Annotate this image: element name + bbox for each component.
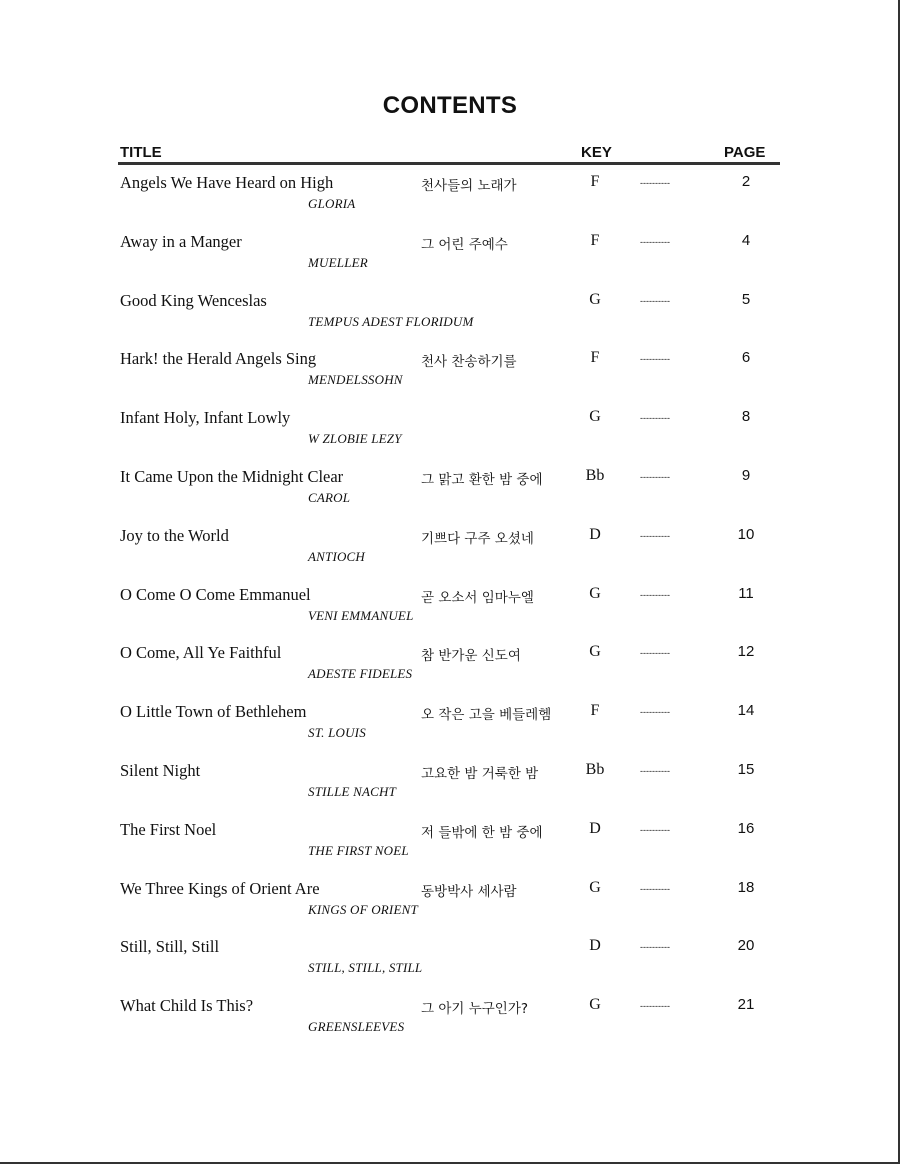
song-key: G <box>589 878 601 896</box>
song-key: F <box>590 173 600 190</box>
song-key: Bb <box>585 760 605 778</box>
tune-name: W ZLOBIE LEZY <box>308 431 402 447</box>
song-title: Away in a Manger <box>120 231 242 251</box>
tune-name: ADESTE FIDELES <box>308 666 413 682</box>
contents-entry[interactable] <box>0 818 900 877</box>
song-title: Joy to the World <box>120 525 229 545</box>
leader-dots: ---------- <box>640 236 670 247</box>
korean-title: 고요한 밤 거룩한 밤 <box>421 765 539 782</box>
leader-dots: ---------- <box>640 942 670 953</box>
leader-dots: ---------- <box>640 471 670 482</box>
song-title: Good King Wenceslas <box>120 290 267 310</box>
song-key: D <box>589 937 601 955</box>
song-key: F <box>590 349 600 367</box>
contents-list <box>0 171 900 1053</box>
song-title: O Come O Come Emmanuel <box>120 584 311 604</box>
korean-title: 천사 찬송하기를 <box>421 354 517 371</box>
leader-dots: ---------- <box>640 765 670 776</box>
leader-dots: ---------- <box>640 1001 670 1012</box>
song-key: G <box>589 996 601 1014</box>
contents-entry[interactable] <box>0 759 900 818</box>
column-header-title: TITLE <box>120 144 162 161</box>
leader-dots: ---------- <box>640 883 670 894</box>
song-key: D <box>589 525 601 543</box>
leader-dots: ---------- <box>640 413 670 424</box>
page-number: 15 <box>737 760 755 778</box>
leader-dots: ---------- <box>640 354 670 365</box>
tune-name: GLORIA <box>308 196 356 211</box>
tune-name: ANTIOCH <box>308 548 366 564</box>
contents-entry[interactable] <box>0 465 900 524</box>
tune-name: VENI EMMANUEL <box>308 607 414 623</box>
contents-entry[interactable] <box>0 877 900 936</box>
song-title: O Little Town of Bethlehem <box>120 702 307 722</box>
tune-name: KINGS OF ORIENT <box>308 901 418 917</box>
tune-name: THE FIRST NOEL <box>308 842 409 858</box>
tune-name: MENDELSSOHN <box>308 372 403 388</box>
korean-title: 곧 오소서 임마누엘 <box>421 589 534 606</box>
page-number: 6 <box>741 349 751 367</box>
tune-name: STILLE NACHT <box>308 783 397 799</box>
page-number: 14 <box>737 702 755 720</box>
korean-title: 참 반가운 신도여 <box>421 648 521 665</box>
page-number: 5 <box>741 290 751 308</box>
page-number: 16 <box>737 819 755 837</box>
tune-name: TEMPUS ADEST FLORIDUM <box>308 313 474 329</box>
song-title: Still, Still, Still <box>120 937 220 957</box>
song-title: O Come, All Ye Faithful <box>120 643 282 663</box>
page-number: 10 <box>737 525 755 543</box>
leader-dots: ---------- <box>640 648 670 659</box>
contents-entry[interactable] <box>0 700 900 759</box>
song-key: G <box>589 643 601 661</box>
tune-name: STILL, STILL, STILL <box>308 960 423 976</box>
header-rule <box>118 162 780 165</box>
korean-title: 그 아기 누구인가? <box>421 1001 529 1018</box>
contents-entry[interactable] <box>0 347 900 406</box>
korean-title: 기쁘다 구주 오셨네 <box>421 530 534 547</box>
page-number: 4 <box>741 231 751 249</box>
korean-title: 그 어린 주예수 <box>421 236 508 253</box>
song-key: Bb <box>585 466 605 484</box>
song-title: We Three Kings of Orient Are <box>120 878 320 898</box>
korean-title: 오 작은 고을 베들레헴 <box>421 707 552 724</box>
table-header <box>118 142 780 162</box>
contents-entry[interactable] <box>0 406 900 465</box>
page-title: CONTENTS <box>382 92 518 119</box>
song-key: F <box>590 231 600 249</box>
page-number: 9 <box>741 466 751 484</box>
song-title: Hark! the Herald Angels Sing <box>120 349 317 369</box>
leader-dots: ---------- <box>640 707 670 718</box>
page-number: 8 <box>741 408 751 426</box>
korean-title: 동방박사 세사람 <box>421 883 517 900</box>
song-key: G <box>589 290 601 308</box>
tune-name: MUELLER <box>308 254 368 270</box>
contents-entry[interactable] <box>0 230 900 289</box>
song-title: The First Noel <box>120 819 217 839</box>
song-title: What Child Is This? <box>120 996 254 1016</box>
contents-entry[interactable] <box>0 289 900 348</box>
song-key: F <box>590 702 600 720</box>
page-number: 18 <box>737 878 755 896</box>
song-title: Infant Holy, Infant Lowly <box>120 408 291 428</box>
page-number: 21 <box>737 996 755 1014</box>
tune-name: CAROL <box>308 489 351 505</box>
contents-entry[interactable] <box>0 935 900 994</box>
tune-name: GREENSLEEVES <box>308 1019 405 1035</box>
page-number: 12 <box>737 643 755 661</box>
leader-dots: ---------- <box>640 178 670 188</box>
song-key: G <box>589 408 601 426</box>
leader-dots: ---------- <box>640 295 670 306</box>
page-number: 20 <box>737 937 755 955</box>
contents-entry[interactable] <box>0 994 900 1053</box>
tune-name: ST. LOUIS <box>308 725 366 741</box>
leader-dots: ---------- <box>640 824 670 835</box>
song-key: D <box>589 819 601 837</box>
song-title: It Came Upon the Midnight Clear <box>120 466 344 486</box>
song-key: G <box>589 584 601 602</box>
page-number: 2 <box>741 173 751 190</box>
song-title: Silent Night <box>120 760 201 780</box>
contents-entry[interactable] <box>0 641 900 700</box>
leader-dots: ---------- <box>640 589 670 600</box>
korean-title: 그 맑고 환한 밤 중에 <box>421 471 543 488</box>
song-title: Angels We Have Heard on High <box>120 173 334 192</box>
contents-entry[interactable] <box>0 171 900 230</box>
korean-title: 천사들의 노래가 <box>421 178 517 194</box>
column-header-page: PAGE <box>724 144 766 161</box>
contents-entry[interactable] <box>0 583 900 642</box>
page-number: 11 <box>738 584 754 602</box>
korean-title: 저 들밖에 한 밤 중에 <box>421 824 543 841</box>
column-header-key: KEY <box>581 144 612 161</box>
contents-entry[interactable] <box>0 524 900 583</box>
leader-dots: ---------- <box>640 530 670 541</box>
